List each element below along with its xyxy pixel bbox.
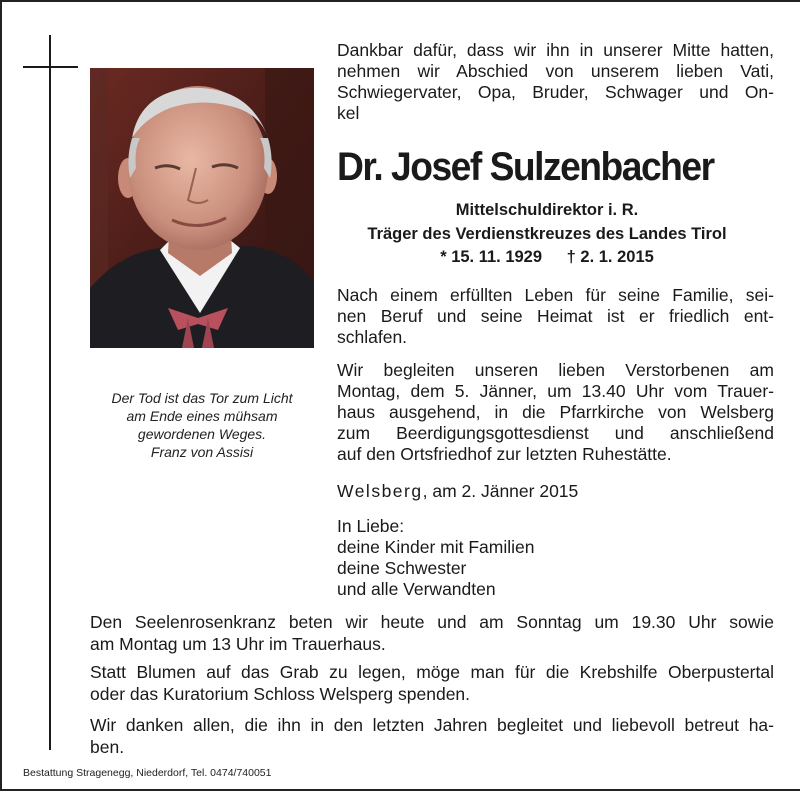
funeral-line: zum Beerdigungsgottesdienst und anschließend — [337, 423, 774, 443]
quote-block — [92, 389, 312, 461]
left-border — [0, 0, 2, 791]
deceased-name: Dr. Josef Sulzenbacher — [337, 145, 714, 189]
funeral-line: Wir begleiten unseren lieben Verstorbenen am — [337, 360, 774, 380]
portrait-photo — [90, 68, 314, 348]
signer-line: In Liebe: — [337, 516, 405, 536]
intro-line: Dankbar dafür, dass wir ihn in unserer Mitte hatten, — [337, 40, 774, 60]
title-line: Träger des Verdienstkreuzes des Landes Tirol — [367, 225, 727, 243]
cross-horizontal-bar — [23, 66, 78, 68]
life-line: nen Beruf und seine Heimat ist er friedlich ent- — [337, 306, 774, 326]
title-line: Mittelschuldirektor i. R. — [455, 201, 639, 219]
intro-line: Schwiegervater, Opa, Bruder, Schwager und On- — [337, 82, 774, 102]
top-border — [0, 0, 800, 2]
rosary-line: Den Seelenrosenkranz beten wir heute und am Sonntag um 19.30 Uhr sowie — [90, 612, 774, 632]
signer-line: deine Kinder mit Familien — [337, 537, 535, 557]
birth-date: * 15. 11. 1929 — [440, 248, 543, 266]
date-text: , am 2. Jänner 2015 — [422, 481, 579, 501]
funeral-line: haus ausgehend, in die Pfarrkirche von Welsberg — [337, 402, 774, 422]
thanks-line: ben. — [90, 737, 125, 757]
place-date-line — [337, 480, 774, 502]
quote-line: gewordenen Weges. — [137, 426, 267, 442]
flowers-line: oder das Kuratorium Schloss Welsperg spenden. — [90, 684, 471, 704]
rosary-line: am Montag um 13 Uhr im Trauerhaus. — [90, 634, 386, 654]
quote-author: Franz von Assisi — [150, 444, 254, 460]
thanks-line: Wir danken allen, die ihn in den letzten Jahren begleitet und liebevoll betreut ha- — [90, 715, 774, 735]
quote-line: Der Tod ist das Tor zum Licht — [111, 390, 293, 406]
life-paragraph — [337, 285, 774, 348]
funeral-line: auf den Ortsfriedhof zur letzten Ruhestätte. — [337, 444, 672, 464]
life-line: Nach einem erfüllten Leben für seine Familie, sei- — [337, 285, 774, 305]
life-line: schlafen. — [337, 327, 408, 347]
titles-block — [337, 198, 757, 246]
quote-line: am Ende eines mühsam — [126, 408, 278, 424]
intro-line: kel — [337, 103, 360, 123]
signer-line: deine Schwester — [337, 558, 467, 578]
signer-line: und alle Verwandten — [337, 579, 496, 599]
rosary-paragraph — [90, 611, 774, 655]
intro-line: nehmen wir Abschied von unserem lieben Vati, — [337, 61, 774, 81]
funeral-line: Montag, dem 5. Jänner, um 13.40 Uhr vom Trauer- — [337, 381, 774, 401]
life-dates — [337, 246, 757, 268]
funeral-home-footer: Bestattung Stragenegg, Niederdorf, Tel. 0474/740051 — [23, 767, 272, 779]
thanks-paragraph — [90, 714, 774, 758]
intro-paragraph — [337, 40, 774, 124]
death-date: † 2. 1. 2015 — [566, 248, 654, 266]
flowers-line: Statt Blumen auf das Grab zu legen, möge man für die Krebshilfe Oberpustertal — [90, 662, 774, 682]
funeral-paragraph — [337, 360, 774, 465]
signers-block — [337, 516, 774, 600]
cross-vertical-bar — [49, 35, 51, 750]
place-name: Welsberg — [337, 481, 423, 501]
flowers-paragraph — [90, 661, 774, 705]
